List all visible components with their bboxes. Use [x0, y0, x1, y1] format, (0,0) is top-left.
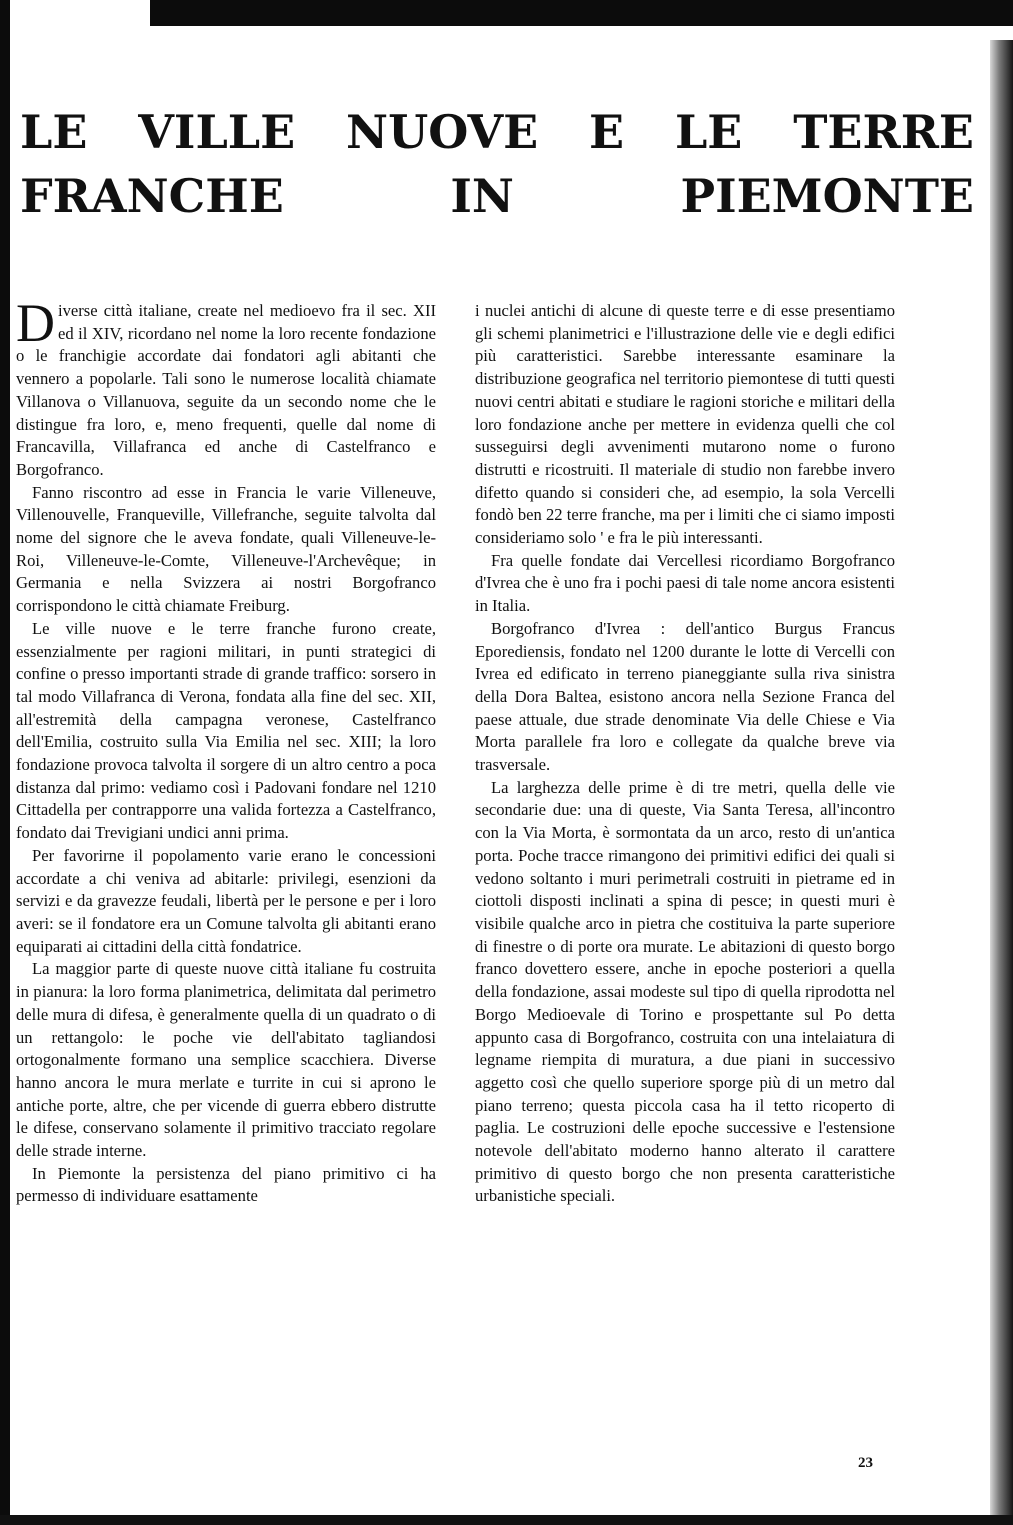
- paragraph: Fra quelle fondate dai Vercellesi ricordiamo Borgofranco d'Ivrea che è uno fra i pochi paesi di tale nome ancora esistenti in Italia.: [475, 550, 895, 616]
- paragraph: La larghezza delle prime è di tre metri, quella delle vie secondarie due: una di queste, Via Santa Teresa, all'incontro con la Via Morta, è sormontata da un arco, resto di un'antica porta. Poche tracce rimangono dei primitivi edifici dei quali si vedono soltanto i muri perimetrali costruiti in pietrame ed in ciottoli disposti inclinati a spina di pesce; in questi muri è visibile qualche arco in pietra che costituiva la parte superiore di finestre o di porte ora murate. Le abitazioni di questo borgo franco dovettero essere, anche in epoche posteriori a quella della fondazione, assai modeste sul tipo di quella riprodotta nel Borgo Medioevale di Torino e prospettante sul Po detta appunto casa di Borgofranco, costruita con una intelaiatura di legname riempita di muratura, a due piani in successivo aggetto così che quello superiore sporge più di un metro dal piano terreno; questa piccola casa ha il tetto ricoperto di paglia. Le costruzioni delle epoche successive e l'estensione notevole dell'abitato moderno hanno alterato il carattere primitivo di questo borgo che non presenta caratteristiche urbanistiche speciali.: [475, 777, 895, 1206]
- scan-border-top: [150, 0, 1013, 26]
- drop-cap: D: [16, 293, 55, 353]
- title-line-2: FRANCHE IN PIEMONTE: [20, 169, 974, 223]
- scan-border-bottom: [0, 1515, 1013, 1525]
- paragraph: Borgofranco d'Ivrea : dell'antico Burgus Francus Eporediensis, fondato nel 1200 durante le lotte di Vercelli con Ivrea ed edificato in terreno pianeggiante sulla riva sinistra della Dora Baltea, esistono ancora nella Sezione Franca del paese attuale, due strade denominate Via delle Chiese e Via Morta parallele fra loro e collegate da qualche breve via trasversale.: [475, 618, 895, 775]
- paragraph: La maggior parte di queste nuove città italiane fu costruita in pianura: la loro forma planimetrica, delimitata dal perimetro delle mura di difesa, è generalmente quella di un quadrato o di un rettangolo: le poche vie dell'abitato tagliandosi ortogonalmente formano una semplice scacchiera. Diverse hanno ancora le mura merlate e turrite in cui si aprono le antiche porte, altre, che per vicende di guerra ebbero distrutte le difese, conservano solamente il primitivo tracciato regolare delle strade interne.: [16, 959, 436, 1161]
- paragraph: In Piemonte la persistenza del piano primitivo ci ha permesso di individuare esattamente: [16, 1163, 436, 1206]
- paragraph: i nuclei antichi di alcune di queste terre e di esse presentiamo gli schemi planimetrici e l'illustrazione delle vie e degli edifici più caratteristici. Sarebbe interessante esaminare la distribuzione geografica nel territorio piemontese di tutti questi nuovi centri abitati e studiare le ragioni storiche e militari della loro fondazione anche per mettere in evidenza quelli che col susseguirsi degli avvenimenti mutarono nome o furono distrutti e ricostruiti. Il materiale di studio non farebbe invero difetto quando si consideri che, ad esempio, la sola Vercelli fondò ben 22 terre franche, ma per i limiti che ci siamo imposti consideriamo solo ' e fra le più interessanti.: [475, 301, 895, 548]
- right-column: [475, 300, 895, 1208]
- page-number: 23: [858, 1455, 873, 1471]
- scan-border-right: [990, 40, 1013, 1525]
- scan-border-left: [0, 0, 10, 1525]
- title-line-1: LE VILLE NUOVE E LE TERRE: [20, 105, 974, 159]
- paragraph: Per favorirne il popolamento varie erano le concessioni accordate a chi veniva ad abitarle: privilegi, esenzioni da servizi e da gravezze feudali, libertà per le persone e per i loro averi: se il fondatore era un Comune talvolta gli abitanti erano equiparati ai cittadini della città fondatrice.: [16, 845, 436, 956]
- paragraph: Diverse città italiane, create nel medioevo fra il sec. XII ed il XIV, ricordano nel nome la loro recente fondazione o le franchigie accordate dai fondatori agli abitanti che vennero a popolarle. Tali sono le numerose località chiamate Villanova o Villanuova, seguite da un secondo nome che le distingue fra loro, e, meno frequenti, quelle dal nome di Francavilla, Villafranca ed anche di Castelfranco e Borgofranco.: [16, 293, 436, 479]
- paragraph: Fanno riscontro ad esse in Francia le varie Villeneuve, Villenouvelle, Franqueville, Villefranche, seguite talvolta dal nome del signore che le aveva fondate, quali Villeneuve-le-Roi, Villeneuve-le-Comte, Villeneuve-l'Archevêque; in Germania e nella Svizzera ai nostri Borgofranco corrispondono le città chiamate Freiburg.: [16, 482, 436, 616]
- left-column: [16, 293, 436, 1208]
- paragraph: Le ville nuove e le terre franche furono create, essenzialmente per ragioni militari, in punti strategici di confine o presso importanti strade di grande traffico: sorsero in tal modo Villafranca di Verona, fondata alla fine del sec. XII, all'estremità della campagna veronese, Castelfranco dell'Emilia, costruito sulla Via Emilia nel sec. XIII; la loro fondazione provoca talvolta il sorgere di un altro centro a poca distanza dal primo: vediamo così i Padovani fondare nel 1210 Cittadella per contrapporre una valida fortezza a Castelfranco, fondato dai Trevigiani undici anni prima.: [16, 618, 436, 843]
